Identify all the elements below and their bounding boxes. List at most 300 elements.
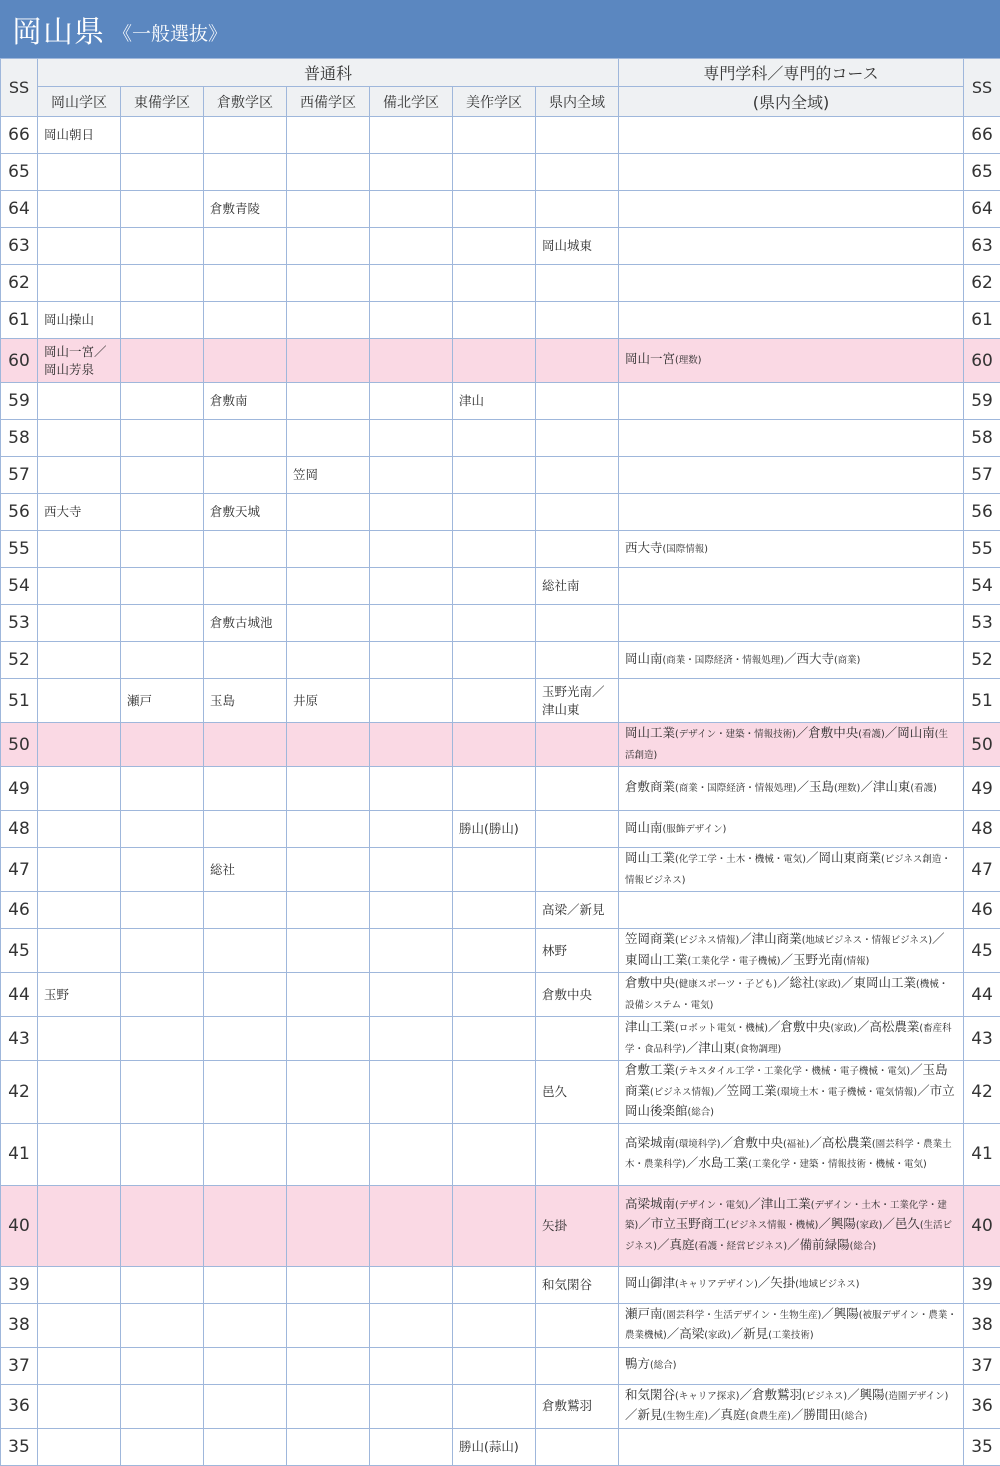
ss-value-left: 35: [1, 1428, 38, 1465]
school-cell: [287, 1384, 370, 1428]
school-cell: [370, 811, 453, 848]
school-name: ／津山工業: [748, 1196, 811, 1211]
course-name: (福祉): [783, 1139, 809, 1150]
table-row: [1, 642, 1000, 679]
specialized-scope-note: (県内全域): [619, 87, 964, 117]
ss-value-right: 50: [964, 723, 1000, 767]
school-cell: [287, 339, 370, 383]
course-name: (理数): [834, 783, 860, 794]
course-name: (工業化学・電子機械): [688, 956, 781, 967]
school-cell: [38, 1017, 121, 1061]
school-cell: [204, 568, 287, 605]
school-cell: 倉敷天城: [204, 494, 287, 531]
school-cell: [536, 642, 619, 679]
district-header: 西備学区: [287, 87, 370, 117]
school-cell: [204, 154, 287, 191]
specialized-schools-cell: [619, 929, 964, 973]
ss-value-right: 66: [964, 117, 1000, 154]
ss-table: [0, 58, 1000, 1466]
school-cell: [121, 723, 204, 767]
ss-value-left: 64: [1, 191, 38, 228]
school-name: ／市立岡山後楽館: [625, 1083, 955, 1119]
school-name: ／興陽: [818, 1216, 856, 1231]
course-name: (総合): [841, 1411, 867, 1422]
school-cell: [370, 929, 453, 973]
school-name: ／水島工業: [686, 1155, 749, 1170]
table-row: [1, 1303, 1000, 1347]
ss-value-left: 62: [1, 265, 38, 302]
school-cell: [370, 642, 453, 679]
ss-value-left: 41: [1, 1123, 38, 1185]
school-cell: [204, 1123, 287, 1185]
specialized-schools-cell: [619, 154, 964, 191]
school-cell: 玉島: [204, 679, 287, 723]
school-cell: [38, 568, 121, 605]
school-cell: [536, 1017, 619, 1061]
specialized-schools-cell: [619, 531, 964, 568]
table-row: [1, 228, 1000, 265]
school-cell: [287, 191, 370, 228]
school-cell: [287, 1185, 370, 1266]
school-cell: [38, 892, 121, 929]
school-cell: [536, 1428, 619, 1465]
school-cell: [38, 642, 121, 679]
school-name: 岡山一宮: [625, 351, 675, 366]
school-cell: [453, 973, 536, 1017]
ss-value-right: 43: [964, 1017, 1000, 1061]
school-cell: [536, 605, 619, 642]
school-cell: [287, 642, 370, 679]
school-cell: [453, 723, 536, 767]
school-name: 和気閑谷: [625, 1387, 675, 1402]
ss-value-right: 41: [964, 1123, 1000, 1185]
school-cell: [204, 767, 287, 811]
ss-value-left: 39: [1, 1266, 38, 1303]
school-cell: [370, 228, 453, 265]
table-row: [1, 679, 1000, 723]
table-row: [1, 1384, 1000, 1428]
course-name: (家政): [815, 979, 841, 990]
school-name: ／高梁: [667, 1326, 705, 1341]
school-cell: [287, 1428, 370, 1465]
school-name: ／興陽: [847, 1387, 885, 1402]
school-name: 岡山工業: [625, 725, 675, 740]
school-cell: [121, 1185, 204, 1266]
school-cell: [121, 929, 204, 973]
school-cell: [453, 154, 536, 191]
school-cell: [204, 642, 287, 679]
school-cell: 西大寺: [38, 494, 121, 531]
school-cell: [287, 302, 370, 339]
school-name: ／倉敷鷲羽: [739, 1387, 802, 1402]
school-cell: [453, 1061, 536, 1124]
school-cell: [370, 892, 453, 929]
course-name: (家政): [704, 1330, 730, 1341]
school-cell: [536, 420, 619, 457]
school-cell: [287, 973, 370, 1017]
school-cell: [121, 302, 204, 339]
school-cell: [204, 117, 287, 154]
school-cell: [121, 191, 204, 228]
specialized-schools-cell: [619, 1303, 964, 1347]
school-cell: [204, 1185, 287, 1266]
course-name: (畜産科学・食品科学): [625, 1023, 952, 1055]
specialized-schools-cell: [619, 973, 964, 1017]
school-cell: [536, 339, 619, 383]
school-cell: 瀬戸: [121, 679, 204, 723]
ss-value-left: 54: [1, 568, 38, 605]
course-name: (デザイン・建築・情報技術): [675, 729, 796, 740]
ss-value-left: 65: [1, 154, 38, 191]
school-cell: [121, 1017, 204, 1061]
school-name: ／津山東: [860, 779, 910, 794]
school-cell: [204, 723, 287, 767]
school-name: ／倉敷中央: [720, 1135, 783, 1150]
school-cell: [370, 848, 453, 892]
school-cell: [204, 1266, 287, 1303]
course-name: (食物調理): [736, 1044, 781, 1055]
school-cell: [536, 1347, 619, 1384]
school-name: ／玉島: [796, 779, 834, 794]
school-name: ／市立玉野商工: [638, 1216, 726, 1231]
school-cell: [287, 531, 370, 568]
school-cell: [287, 929, 370, 973]
course-name: (環境科学): [675, 1139, 720, 1150]
school-cell: [536, 191, 619, 228]
school-cell: [204, 892, 287, 929]
school-cell: [287, 723, 370, 767]
ss-value-right: 36: [964, 1384, 1000, 1428]
specialized-schools-cell: [619, 1347, 964, 1384]
school-cell: [370, 1428, 453, 1465]
course-name: (地域ビジネス): [795, 1279, 859, 1290]
school-cell: [370, 531, 453, 568]
school-cell: [38, 1347, 121, 1384]
table-row: [1, 811, 1000, 848]
school-cell: [370, 117, 453, 154]
ss-value-right: 52: [964, 642, 1000, 679]
table-row: [1, 302, 1000, 339]
school-cell: 倉敷中央: [536, 973, 619, 1017]
course-name: (ロボット電気・機械): [675, 1023, 768, 1034]
school-cell: [121, 457, 204, 494]
school-cell: 林野: [536, 929, 619, 973]
course-name: (服飾デザイン): [663, 824, 727, 835]
school-cell: [204, 302, 287, 339]
school-cell: 勝山(蒜山): [453, 1428, 536, 1465]
school-name: ／玉野光南: [780, 952, 843, 967]
school-cell: [370, 457, 453, 494]
school-cell: [370, 494, 453, 531]
table-row: [1, 1123, 1000, 1185]
school-cell: [453, 568, 536, 605]
ss-value-right: 59: [964, 383, 1000, 420]
school-cell: [121, 420, 204, 457]
school-cell: [121, 848, 204, 892]
ss-header-left: SS: [1, 59, 38, 117]
course-name: (地域ビジネス・情報ビジネス): [802, 935, 932, 946]
school-cell: [121, 1123, 204, 1185]
school-cell: [287, 1347, 370, 1384]
table-row: [1, 1061, 1000, 1124]
ss-value-left: 57: [1, 457, 38, 494]
course-name: (国際情報): [663, 544, 708, 555]
course-name: (デザイン・土木・工業化学・建築): [625, 1200, 947, 1232]
school-cell: 岡山一宮／岡山芳泉: [38, 339, 121, 383]
page-subtitle: 《一般選抜》: [113, 19, 227, 46]
school-cell: [370, 383, 453, 420]
school-cell: [287, 420, 370, 457]
ss-value-right: 37: [964, 1347, 1000, 1384]
school-cell: [370, 1123, 453, 1185]
table-row: [1, 973, 1000, 1017]
school-cell: [38, 679, 121, 723]
specialized-schools-cell: [619, 1017, 964, 1061]
ss-value-right: 51: [964, 679, 1000, 723]
course-name: (ビジネス創造・情報ビジネス): [625, 854, 951, 886]
course-name: (環境土木・電子機械・電気情報): [777, 1087, 917, 1098]
course-name: (園芸科学・農業土木・農業科学): [625, 1139, 952, 1171]
ss-value-right: 58: [964, 420, 1000, 457]
course-name: (キャリアデザイン): [675, 1279, 758, 1290]
specialized-schools-cell: [619, 191, 964, 228]
school-cell: [370, 1347, 453, 1384]
school-cell: 勝山(勝山): [453, 811, 536, 848]
school-cell: [287, 767, 370, 811]
school-name: ／西大寺: [784, 651, 834, 666]
table-row: [1, 494, 1000, 531]
school-name: ／東岡山工業: [625, 931, 945, 967]
table-row: [1, 1185, 1000, 1266]
ss-value-right: 39: [964, 1266, 1000, 1303]
ss-value-left: 43: [1, 1017, 38, 1061]
table-row: [1, 1347, 1000, 1384]
school-cell: [38, 1061, 121, 1124]
ss-value-left: 55: [1, 531, 38, 568]
school-cell: [38, 1428, 121, 1465]
district-header: 岡山学区: [38, 87, 121, 117]
course-name: (総合): [650, 1360, 676, 1371]
school-name: 高梁城南: [625, 1196, 675, 1211]
school-cell: 岡山朝日: [38, 117, 121, 154]
school-name: 笠岡商業: [625, 931, 675, 946]
school-cell: [536, 811, 619, 848]
school-cell: 玉野光南／津山東: [536, 679, 619, 723]
school-name: 倉敷中央: [625, 975, 675, 990]
course-name: (ビジネス情報): [650, 1087, 714, 1098]
school-cell: [38, 605, 121, 642]
course-name: (テキスタイル工学・工業化学・機械・電子機械・電気): [675, 1066, 910, 1077]
course-name: (工業技術): [768, 1330, 813, 1341]
ss-value-left: 36: [1, 1384, 38, 1428]
ss-value-right: 42: [964, 1061, 1000, 1124]
school-cell: [536, 117, 619, 154]
school-cell: [121, 973, 204, 1017]
school-cell: [536, 154, 619, 191]
course-name: (化学工学・土木・機械・電気): [675, 854, 806, 865]
school-cell: 和気閑谷: [536, 1266, 619, 1303]
school-cell: [287, 383, 370, 420]
school-cell: [370, 265, 453, 302]
course-name: (商業・国際経済・情報処理): [675, 783, 796, 794]
specialized-schools-cell: [619, 848, 964, 892]
school-cell: [204, 1017, 287, 1061]
school-cell: [204, 1303, 287, 1347]
table-header: [1, 59, 1000, 117]
school-cell: [287, 494, 370, 531]
school-name: ／岡山東商業: [806, 850, 881, 865]
school-cell: [536, 848, 619, 892]
school-cell: [38, 929, 121, 973]
course-name: (キャリア探求): [675, 1391, 739, 1402]
table-row: [1, 892, 1000, 929]
ss-value-right: 38: [964, 1303, 1000, 1347]
school-cell: 玉野: [38, 973, 121, 1017]
ss-value-right: 47: [964, 848, 1000, 892]
school-cell: [370, 1185, 453, 1266]
table-row: [1, 265, 1000, 302]
ss-value-left: 60: [1, 339, 38, 383]
course-name: (造園デザイン): [885, 1391, 949, 1402]
school-cell: [121, 1266, 204, 1303]
district-header: 東備学区: [121, 87, 204, 117]
district-header: 倉敷学区: [204, 87, 287, 117]
school-cell: [370, 154, 453, 191]
school-cell: [121, 383, 204, 420]
school-cell: 邑久: [536, 1061, 619, 1124]
school-cell: [536, 457, 619, 494]
table-row: [1, 531, 1000, 568]
course-name: (看護・経営ビジネス): [694, 1241, 787, 1252]
table-body: [1, 117, 1000, 1466]
school-cell: [453, 494, 536, 531]
school-cell: [453, 848, 536, 892]
table-row: [1, 1266, 1000, 1303]
specialized-schools-cell: [619, 1266, 964, 1303]
ss-value-right: 56: [964, 494, 1000, 531]
school-cell: [453, 457, 536, 494]
school-cell: [204, 1428, 287, 1465]
school-cell: [38, 531, 121, 568]
school-cell: [453, 1303, 536, 1347]
school-cell: [121, 605, 204, 642]
school-cell: [536, 265, 619, 302]
table-row: [1, 191, 1000, 228]
school-cell: [121, 642, 204, 679]
school-name: 倉敷工業: [625, 1062, 675, 1077]
specialized-schools-cell: [619, 811, 964, 848]
school-cell: [204, 973, 287, 1017]
course-name: (食農生産): [745, 1411, 790, 1422]
specialized-schools-cell: [619, 383, 964, 420]
school-cell: [536, 302, 619, 339]
district-header: 備北学区: [370, 87, 453, 117]
school-name: 岡山工業: [625, 850, 675, 865]
ss-value-left: 37: [1, 1347, 38, 1384]
school-cell: [204, 929, 287, 973]
table-row: [1, 1017, 1000, 1061]
school-name: ／興陽: [821, 1306, 859, 1321]
district-header: 美作学区: [453, 87, 536, 117]
school-cell: [453, 605, 536, 642]
specialized-schools-cell: [619, 723, 964, 767]
school-cell: 総社南: [536, 568, 619, 605]
ss-value-left: 58: [1, 420, 38, 457]
ss-value-right: 61: [964, 302, 1000, 339]
school-cell: 岡山城東: [536, 228, 619, 265]
school-name: ／真庭: [657, 1237, 695, 1252]
school-cell: [121, 1061, 204, 1124]
specialized-schools-cell: [619, 892, 964, 929]
ss-value-left: 49: [1, 767, 38, 811]
ss-value-left: 46: [1, 892, 38, 929]
school-cell: 高梁／新見: [536, 892, 619, 929]
school-cell: [287, 1061, 370, 1124]
specialized-schools-cell: [619, 1123, 964, 1185]
ss-value-left: 44: [1, 973, 38, 1017]
school-cell: [287, 1266, 370, 1303]
school-cell: [370, 767, 453, 811]
school-cell: [370, 1266, 453, 1303]
specialized-schools-cell: [619, 117, 964, 154]
school-cell: [204, 228, 287, 265]
table-row: [1, 605, 1000, 642]
school-cell: [204, 1384, 287, 1428]
course-name: (機械・設備システム・電気): [625, 979, 948, 1011]
school-cell: [287, 117, 370, 154]
school-cell: [38, 420, 121, 457]
specialized-schools-cell: [619, 420, 964, 457]
school-name: 倉敷商業: [625, 779, 675, 794]
school-cell: [38, 767, 121, 811]
school-cell: [536, 1303, 619, 1347]
ss-value-right: 63: [964, 228, 1000, 265]
school-name: ／高松農業: [809, 1135, 872, 1150]
school-name: 岡山南: [625, 651, 663, 666]
school-cell: [287, 892, 370, 929]
ss-value-left: 50: [1, 723, 38, 767]
table-row: [1, 420, 1000, 457]
school-cell: [204, 1347, 287, 1384]
school-cell: [453, 929, 536, 973]
course-name: (健康スポーツ・子ども): [675, 979, 777, 990]
course-name: (家政): [830, 1023, 856, 1034]
course-name: (看護): [858, 729, 884, 740]
school-cell: [38, 723, 121, 767]
school-name: ／総社: [777, 975, 815, 990]
ss-value-right: 55: [964, 531, 1000, 568]
school-name: 津山工業: [625, 1019, 675, 1034]
course-name: (生活創造): [625, 729, 948, 761]
school-cell: [287, 154, 370, 191]
school-cell: [38, 1266, 121, 1303]
school-cell: [38, 154, 121, 191]
school-name: ／矢掛: [758, 1275, 796, 1290]
ss-value-right: 35: [964, 1428, 1000, 1465]
ss-value-left: 53: [1, 605, 38, 642]
ss-header-right: SS: [964, 59, 1000, 117]
school-cell: [370, 1303, 453, 1347]
ss-value-left: 56: [1, 494, 38, 531]
school-cell: [121, 1384, 204, 1428]
ss-value-left: 63: [1, 228, 38, 265]
school-cell: [121, 228, 204, 265]
school-cell: [453, 117, 536, 154]
school-name: 高梁城南: [625, 1135, 675, 1150]
specialized-schools-cell: [619, 642, 964, 679]
school-cell: [287, 265, 370, 302]
course-name: (園芸科学・生活デザイン・生物生産): [663, 1310, 822, 1321]
